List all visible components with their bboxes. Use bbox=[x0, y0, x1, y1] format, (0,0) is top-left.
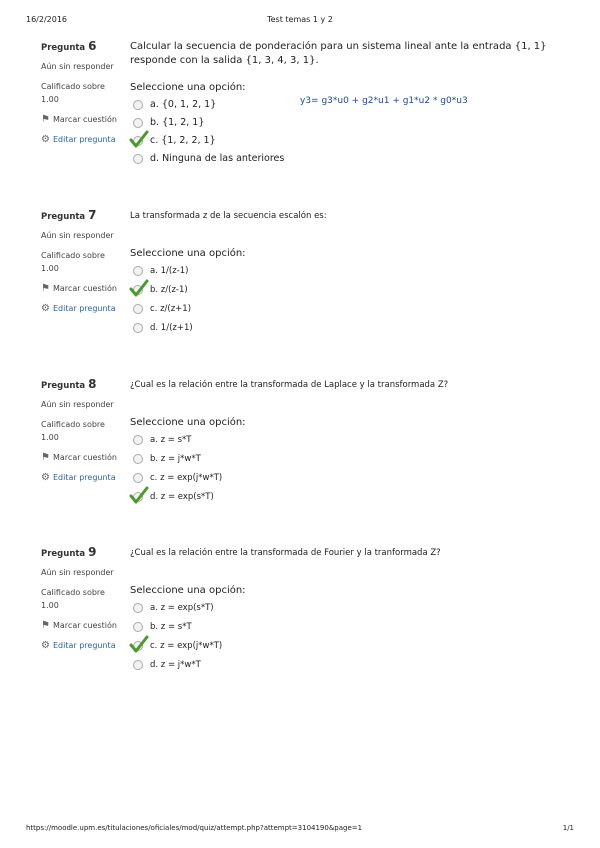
question-info bbox=[41, 209, 121, 315]
flag-question-button[interactable]: ⚑ Marcar cuestión bbox=[41, 114, 117, 125]
footer-page-number: 1/1 bbox=[562, 824, 574, 832]
answer-option[interactable]: c. z = exp(j*w*T) bbox=[130, 637, 580, 656]
handwritten-note: y3= g3*u0 + g2*u1 + g1*u2 * g0*u3 bbox=[300, 96, 468, 106]
question-text: ¿Cual es la relación entre la transformada de Fourier y la tranformada Z? bbox=[130, 548, 441, 558]
question-number: 9 bbox=[88, 545, 97, 559]
answer-option[interactable]: c. {1, 2, 2, 1} bbox=[130, 132, 580, 150]
radio-button[interactable] bbox=[133, 473, 143, 483]
question-number: 8 bbox=[88, 377, 97, 391]
flag-icon: ⚑ bbox=[41, 452, 50, 463]
footer-url: https://moodle.upm.es/titulaciones/oficiales/mod/quiz/attempt.php?attempt=3104190&page=1 bbox=[26, 824, 363, 832]
question-title: Pregunta 6 bbox=[41, 39, 97, 53]
flag-icon: ⚑ bbox=[41, 620, 50, 631]
answer-list bbox=[130, 262, 580, 338]
flag-question-button[interactable]: ⚑ Marcar cuestión bbox=[41, 620, 117, 631]
radio-button[interactable] bbox=[133, 660, 143, 670]
radio-button[interactable] bbox=[133, 603, 143, 613]
page-title: Test temas 1 y 2 bbox=[267, 15, 333, 24]
question-info bbox=[41, 378, 121, 484]
gear-icon: ⚙ bbox=[41, 303, 50, 314]
radio-button[interactable] bbox=[133, 154, 143, 164]
answer-list bbox=[130, 431, 580, 507]
answer-option[interactable]: d. z = j*w*T bbox=[130, 656, 580, 675]
answer-option[interactable]: a. z = exp(s*T) bbox=[130, 599, 580, 618]
checkmark-icon bbox=[129, 278, 149, 298]
question-text: La transformada z de la secuencia escalón es: bbox=[130, 211, 327, 221]
radio-button[interactable] bbox=[133, 266, 143, 276]
question-grade: Calificado sobre 1.00 bbox=[41, 251, 105, 273]
answer-option[interactable]: d. 1/(z+1) bbox=[130, 319, 580, 338]
question-state: Aún sin responder bbox=[41, 568, 114, 577]
flag-question-button[interactable]: ⚑ Marcar cuestión bbox=[41, 452, 117, 463]
question-content bbox=[130, 209, 580, 338]
gear-icon: ⚙ bbox=[41, 134, 50, 145]
edit-question-link[interactable]: ⚙ Editar pregunta bbox=[41, 472, 116, 483]
radio-button[interactable] bbox=[133, 323, 143, 333]
flag-icon: ⚑ bbox=[41, 283, 50, 294]
answer-prompt: Seleccione una opción: bbox=[130, 248, 246, 259]
answer-option[interactable]: b. z/(z-1) bbox=[130, 281, 580, 300]
question-text: ¿Cual es la relación entre la transformada de Laplace y la transformada Z? bbox=[130, 380, 449, 390]
question-content bbox=[130, 546, 580, 675]
answer-option[interactable]: d. Ninguna de las anteriores bbox=[130, 150, 580, 168]
question-state: Aún sin responder bbox=[41, 231, 114, 240]
answer-prompt: Seleccione una opción: bbox=[130, 417, 246, 428]
checkmark-icon bbox=[129, 129, 149, 149]
question-title: Pregunta 7 bbox=[41, 208, 97, 222]
print-date: 16/2/2016 bbox=[26, 15, 68, 24]
answer-option[interactable]: c. z = exp(j*w*T) bbox=[130, 469, 580, 488]
question-grade: Calificado sobre 1.00 bbox=[41, 420, 105, 442]
answer-list bbox=[130, 96, 580, 168]
question-info bbox=[41, 546, 121, 652]
question-content bbox=[130, 378, 580, 507]
question-title: Pregunta 8 bbox=[41, 377, 97, 391]
question-grade: Calificado sobre 1.00 bbox=[41, 82, 105, 104]
answer-option[interactable]: b. {1, 2, 1} bbox=[130, 114, 580, 132]
question-grade: Calificado sobre 1.00 bbox=[41, 588, 105, 610]
answer-option[interactable]: c. z/(z+1) bbox=[130, 300, 580, 319]
question-state: Aún sin responder bbox=[41, 62, 114, 71]
answer-prompt: Seleccione una opción: bbox=[130, 82, 246, 93]
radio-button[interactable] bbox=[133, 435, 143, 445]
answer-prompt: Seleccione una opción: bbox=[130, 585, 246, 596]
question-info bbox=[41, 40, 121, 146]
answer-option[interactable]: d. z = exp(s*T) bbox=[130, 488, 580, 507]
checkmark-icon bbox=[129, 634, 149, 654]
radio-button[interactable] bbox=[133, 304, 143, 314]
radio-button[interactable] bbox=[133, 118, 143, 128]
gear-icon: ⚙ bbox=[41, 640, 50, 651]
edit-question-link[interactable]: ⚙ Editar pregunta bbox=[41, 134, 116, 145]
answer-option[interactable]: a. z = s*T bbox=[130, 431, 580, 450]
checkmark-icon bbox=[129, 485, 149, 505]
question-number: 7 bbox=[88, 208, 97, 222]
question-number: 6 bbox=[88, 39, 97, 53]
question-state: Aún sin responder bbox=[41, 400, 114, 409]
answer-list bbox=[130, 599, 580, 675]
edit-question-link[interactable]: ⚙ Editar pregunta bbox=[41, 303, 116, 314]
flag-question-button[interactable]: ⚑ Marcar cuestión bbox=[41, 283, 117, 294]
answer-option[interactable]: b. z = s*T bbox=[130, 618, 580, 637]
gear-icon: ⚙ bbox=[41, 472, 50, 483]
answer-option[interactable]: a. 1/(z-1) bbox=[130, 262, 580, 281]
flag-icon: ⚑ bbox=[41, 114, 50, 125]
question-content bbox=[130, 40, 580, 168]
question-text: Calcular la secuencia de ponderación para un sistema lineal ante la entrada {1, 1} responde con la salida {1, 3, 4, 3, 1}. bbox=[130, 41, 547, 66]
answer-option[interactable]: b. z = j*w*T bbox=[130, 450, 580, 469]
answer-option[interactable]: a. {0, 1, 2, 1} bbox=[130, 96, 580, 114]
edit-question-link[interactable]: ⚙ Editar pregunta bbox=[41, 640, 116, 651]
radio-button[interactable] bbox=[133, 100, 143, 110]
radio-button[interactable] bbox=[133, 454, 143, 464]
question-title: Pregunta 9 bbox=[41, 545, 97, 559]
radio-button[interactable] bbox=[133, 622, 143, 632]
